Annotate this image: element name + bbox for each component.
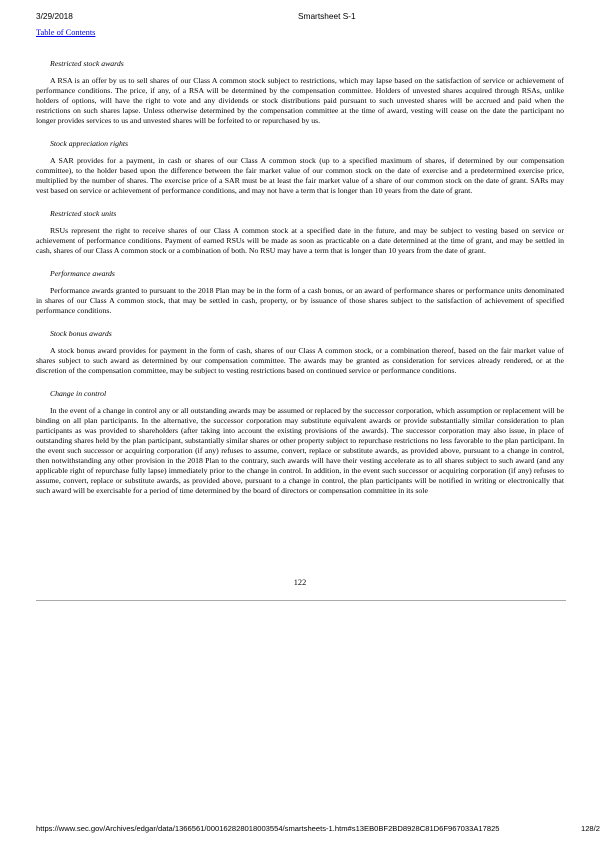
- section-heading: Restricted stock units: [50, 209, 117, 218]
- print-date: 3/29/2018: [36, 11, 73, 21]
- section-paragraph: A stock bonus award provides for payment in the form of cash, shares of our Class A common stock, or a combination thereof, based on the fair market value of shares subject to such award as determined by our compensation committee. The awards may be granted as consideration for services already rendered, or at the discretion of the compensation committee, may be subject to vesting restrictions based on continued service or performance conditions.: [36, 346, 564, 375]
- section-change-in-control: [36, 389, 564, 496]
- table-of-contents-link[interactable]: Table of Contents: [36, 28, 96, 37]
- section-paragraph: A SAR provides for a payment, in cash or shares of our Class A common stock (up to a specified maximum of shares, if determined by our compensation committee), to the holder based upon the difference between the fair market value of our common stock on the date of exercise and a predetermined exercise price, multiplied by the number of shares. The exercise price of a SAR must be at least the fair market value of a share of our common stock on the date of grant. SARs may vest based on service or achievement of performance conditions, and may not have a term that is longer than 10 years from the date of grant.: [36, 156, 564, 195]
- section-heading: Stock bonus awards: [50, 329, 112, 338]
- document-url: https://www.sec.gov/Archives/edgar/data/1366561/000162828018003554/smartsheets-1.htm#s13EB0BF2BD8928C81D6F967033A17825: [36, 824, 500, 833]
- document-body: [36, 59, 564, 509]
- section-heading: Change in control: [50, 389, 107, 398]
- section-paragraph: RSUs represent the right to receive shares of our Class A common stock at a specified date in the future, and may be subject to vesting based on service or achievement of performance conditions. Payment of earned RSUs will be made as soon as practicable on a date determined at the time of grant, and may be settled in cash, shares of our Class A common stock or a combination of both. No RSU may have a term that is longer than 10 years from the date of grant.: [36, 226, 564, 255]
- section-paragraph: A RSA is an offer by us to sell shares of our Class A common stock subject to restrictions, which may lapse based on the satisfaction of service or achievement of performance conditions. The price, if any, of a RSA will be determined by the compensation committee. Holders of unvested shares acquired through RSAs, unlike holders of options, will have the right to vote and any dividends or stock distributions paid pursuant to such unvested shares will be accrued and paid when the restrictions on such shares lapse. Unless otherwise determined by the compensation committee at the time of award, vesting will cease on the date the participant no longer provides services to us and unvested shares will be forfeited to or repurchased by us.: [36, 76, 564, 125]
- browser-print-footer: [36, 824, 600, 836]
- section-heading: Performance awards: [50, 269, 115, 278]
- page-number: 122: [293, 578, 307, 587]
- section-heading: Stock appreciation rights: [50, 139, 129, 148]
- section-performance-awards: [36, 269, 564, 316]
- document-title: Smartsheet S-1: [298, 11, 356, 21]
- section-stock-bonus-awards: [36, 329, 564, 376]
- section-stock-appreciation-rights: [36, 139, 564, 196]
- print-page-count: 128/2: [580, 824, 600, 833]
- browser-print-header: [36, 11, 600, 23]
- section-restricted-stock-awards: [36, 59, 564, 126]
- section-heading: Restricted stock awards: [50, 59, 124, 68]
- section-restricted-stock-units: [36, 209, 564, 256]
- page-divider: [36, 600, 566, 601]
- section-paragraph: In the event of a change in control any or all outstanding awards may be assumed or replaced by the successor corporation, which assumption or replacement will be binding on all plan participants. In the alternative, the successor corporation may substitute equivalent awards or provide substantially similar consideration to plan participants as was provided to shareholders (after taking into account the existing provisions of the awards). The successor corporation may also issue, in place of outstanding shares held by the plan participant, substantially similar shares or other property subject to repurchase restrictions no less favorable to the plan participant. In the event such successor or acquiring corporation (if any) refuses to assume, convert, replace or substitute awards, as provided above, pursuant to a change in control, then notwithstanding any other provision in the 2018 Plan to the contrary, such awards will have their vesting accelerate as to all shares subject to such award (and any applicable right of repurchase fully lapse) immediately prior to the change in control. In addition, in the event such successor or acquiring corporation (if any) refuses to assume, convert, replace or substitute awards, as provided above, pursuant to a change in control, the plan participants will be notified in writing or electronically that such award will be exercisable for a period of time determined by the board of directors or compensation committee in its sole: [36, 406, 564, 495]
- section-paragraph: Performance awards granted to pursuant to the 2018 Plan may be in the form of a cash bonus, or an award of performance shares or performance units denominated in shares of our Class A common stock, that may be settled in cash, property, or by issuance of those shares subject to the satisfaction of achievement of specified performance conditions.: [36, 286, 564, 315]
